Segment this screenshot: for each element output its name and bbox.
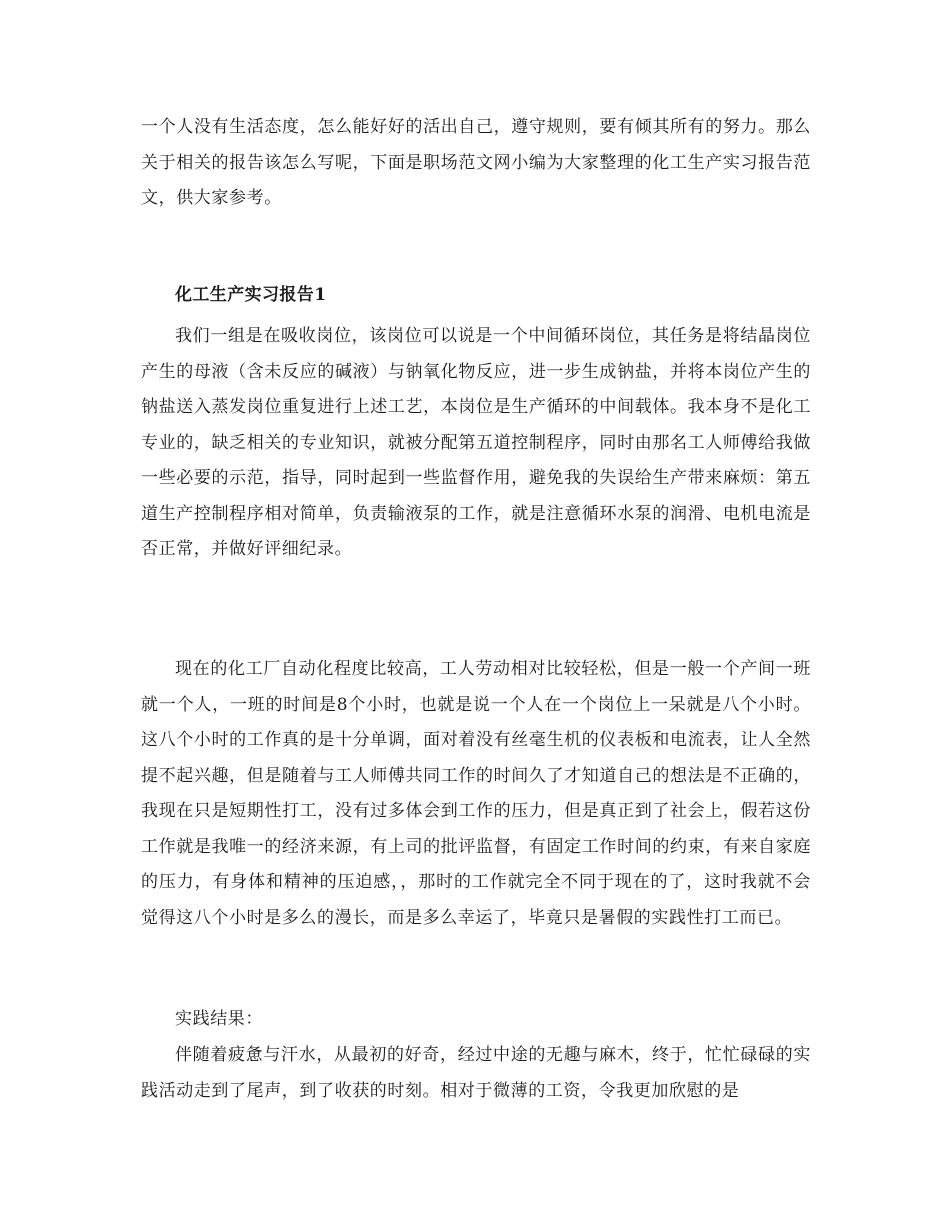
section-title: 化工生产实习报告1 [175,285,327,305]
body-paragraph: 伴随着疲惫与汗水，从最初的好奇，经过中途的无趣与麻木，终于，忙忙碌碌的实践活动走到了尾声，到了收获的时刻。相对于微薄的工资，令我更加欣慰的是 [141,1045,811,1101]
body-paragraph: 现在的化工厂自动化程度比较高，工人劳动相对比较轻松，但是一般一个产间一班就一个人，一班的时间是8个小时，也就是说一个人在一个岗位上一呆就是八个小时。这八个小时的工作真的是十分单调，面对着没有丝毫生机的仪表板和电流表，让人全然提不起兴趣，但是随着与工人师傅共同工作的时间久了才知道自己的想法是不正确的，我现在只是短期性打工，没有过多体会到工作的压力，但是真正到了社会上，假若这份工作就是我唯一的经济来源，有上司的批评监督，有固定工作时间的约束，有来自家庭的压力，有身体和精神的压迫感，，那时的工作就完全不同于现在的了，这时我就不会觉得这八个小时是多么的漫长，而是多么幸运了，毕竟只是暑假的实践性打工而已。 [141,659,811,928]
body-paragraph: 我们一组是在吸收岗位，该岗位可以说是一个中间循环岗位，其任务是将结晶岗位产生的母液（含未反应的碱液）与钠氧化物反应，进一步生成钠盐，并将本岗位产生的钠盐送入蒸发岗位重复进行上述工艺，本岗位是生产循环的中间载体。我本身不是化工专业的，缺乏相关的专业知识，就被分配第五道控制程序，同时由那名工人师傅给我做一些必要的示范，指导，同时起到一些监督作用，避免我的失误给生产带来麻烦：第五道生产控制程序相对简单，负责输液泵的工作，就是注意循环水泵的润滑、电机电流是否正常，并做好评细纪录。 [141,326,811,559]
intro-paragraph: 一个人没有生活态度，怎么能好好的活出自己，遵守规则，要有倾其所有的努力。那么关于相关的报告该怎么写呢，下面是职场范文网小编为大家整理的化工生产实习报告范文，供大家参考。 [141,117,811,208]
subheading-paragraph: 实践结果： [175,1009,263,1029]
